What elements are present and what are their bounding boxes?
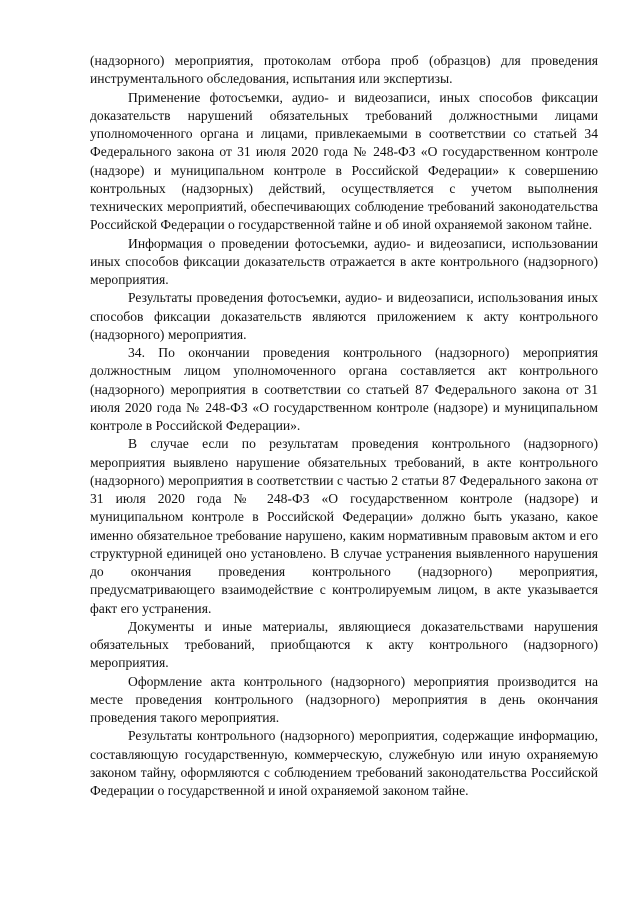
paragraph-violation-found: В случае если по результатам проведения контрольного (надзорного) мероприятия выявлено нарушение обязательных требований, в акте контрольного (надзорного) мероприятия в соответствии с частью 2 статьи 87 Федерального закона от 31 июля 2020 года № 248-ФЗ «О государственном контроле (надзоре) и муниципальном контроле в Российской Федерации» должно быть указано, какое именно обязательное требование нарушено, каким нормативным правовым актом и его структурной единицей оно установлено. В случае устранения выявленного нарушения до окончания проведения контрольного (надзорного) мероприятия, предусматривающего взаимодействие с контролируемым лицом, в акте указывается факт его устранения.: [90, 436, 598, 616]
paragraph-evidence-documents: Документы и иные материалы, являющиеся доказательствами нарушения обязательных требований, приобщаются к акту контрольного (надзорного) мероприятия.: [90, 618, 598, 671]
paragraph-act-execution: Оформление акта контрольного (надзорного) мероприятия производится на месте проведения контрольного (надзорного) мероприятия в день окончания проведения такого мероприятия.: [90, 673, 598, 725]
paragraph-recording-results: Результаты проведения фотосъемки, аудио- и видеозаписи, использования иных способов фиксации доказательств являются приложением к акту контрольного (надзорного) мероприятия.: [90, 290, 598, 342]
paragraph-continuation: (надзорного) мероприятия, протоколам отбора проб (образцов) для проведения инструментального обследования, испытания или экспертизы.: [90, 53, 598, 87]
paragraph-recording-info: Информация о проведении фотосъемки, аудио- и видеозаписи, использовании иных способов фиксации доказательств отражается в акте контрольного (надзорного) мероприятия.: [90, 235, 598, 287]
paragraph-photo-video-recording: Применение фотосъемки, аудио- и видеозаписи, иных способов фиксации доказательств нарушений обязательных требований должностными лицами уполномоченного органа и лицами, привлекаемыми в соответствии со статьей 34 Федерального закона от 31 июля 2020 года № 248-ФЗ «О государственном контроле (надзоре) и муниципальном контроле в Российской Федерации» к совершению контрольных (надзорных) действий, осуществляется с учетом выполнения технических мероприятий, обеспечивающих соблюдение требований законодательства Российской Федерации о государственной тайне и об иной охраняемой законом тайне.: [90, 89, 598, 233]
paragraph-item-34: 34. По окончании проведения контрольного (надзорного) мероприятия должностным лицом уполномоченного органа составляется акт контрольного (надзорного) мероприятия в соответствии со статьей 87 Федерального закона от 31 июля 2020 года № 248-ФЗ «О государственном контроле (надзоре) и муниципальном контроле в Российской Федерации».: [90, 345, 598, 433]
paragraph-secret-information: Результаты контрольного (надзорного) мероприятия, содержащие информацию, составляющую государственную, коммерческую, служебную или иную охраняемую законом тайну, оформляются с соблюдением требований законодательства Российской Федерации о государственной и иной охраняемой законом тайне.: [90, 728, 598, 798]
document-page: [90, 52, 598, 800]
